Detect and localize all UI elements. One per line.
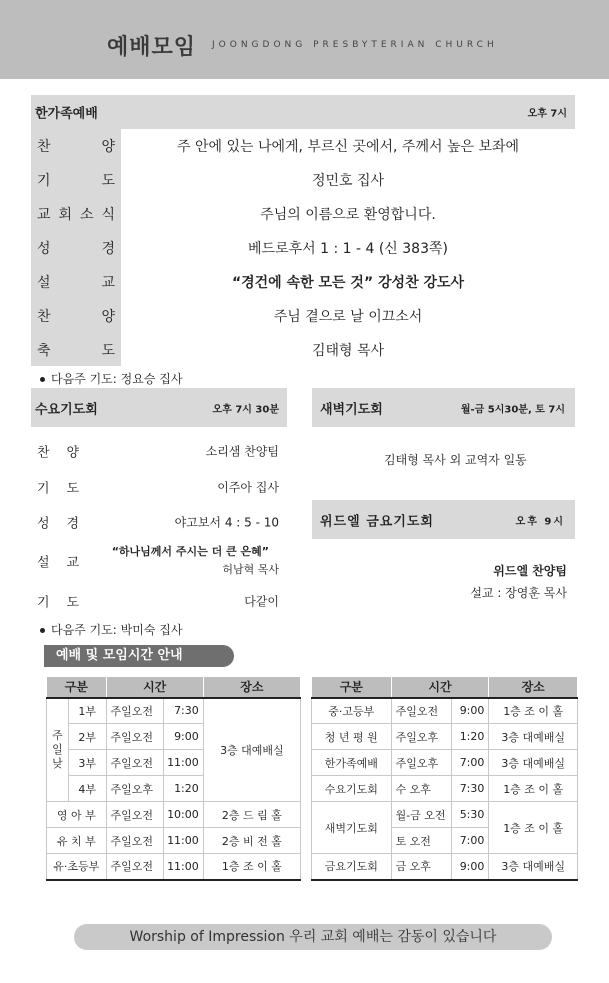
dawn-time: 월-금 5시30분, 토 7시 (460, 404, 565, 415)
schedule-table-left (46, 676, 301, 881)
order-row (31, 197, 575, 231)
order-row (31, 163, 575, 197)
header-church-name: JOONGDONG PRESBYTERIAN CHURCH (212, 40, 498, 50)
order-value: 주 안에 있는 나에게, 부르신 곳에서, 주께서 높은 보좌에 (176, 139, 520, 155)
withel-time: 오후 9시 (515, 516, 565, 527)
dawn-description: 김태형 목사 외 교역자 일동 (384, 453, 527, 467)
table-row: 토 오전 7:00 (312, 828, 578, 854)
order-row (31, 129, 575, 163)
table-row: 3부 주일오전 11:00 (47, 750, 301, 776)
wednesday-row: 기 도 다같이 (37, 594, 279, 611)
table-row: 유 치 부 주일오전 11:00 2층 비 전 홀 (47, 828, 301, 854)
sermon-title: “경건에 속한 모든 것” 강성찬 강도사 (231, 275, 465, 291)
header-title: 예배모임 (107, 35, 197, 60)
table-header-row: 구분 시간 장소 (312, 677, 578, 698)
main-service-time: 오후 7시 (527, 108, 567, 120)
table-row: 주일낮 1부 주일오전 7:30 3층 대예배실 (47, 698, 301, 724)
schedule-heading: 예배 및 모임시간 안내 (44, 645, 234, 667)
table-row: 4부 주일오후 1:20 (47, 776, 301, 802)
table-row: 금요기도회 금 오후 9:00 3층 대예배실 (312, 854, 578, 880)
order-row (31, 231, 575, 265)
main-next-prayer: 다음주 기도: 정요승 집사 (40, 370, 182, 387)
bullet-icon (40, 377, 45, 382)
order-label: 찬 양 (37, 139, 115, 155)
wednesday-sermon-title: “하나님께서 주시는 더 큰 은혜” (111, 545, 269, 558)
order-value: 김태형 목사 (311, 343, 385, 359)
table-row: 한가족예배 주일오후 7:00 3층 대예배실 (312, 750, 578, 776)
dawn-title: 새벽기도회 (320, 402, 383, 417)
footer-banner: Worship of Impression 우리 교회 예배는 감동이 있습니다 (74, 924, 552, 950)
table-row: 영 아 부 주일오전 10:00 2층 드 림 홀 (47, 802, 301, 828)
withel-title: 위드엘 금요기도회 (320, 514, 434, 529)
order-row (31, 265, 575, 299)
table-row: 2부 주일오전 9:00 (47, 724, 301, 750)
order-value: 베드로후서 1 : 1 - 4 (신 383쪽) (248, 241, 448, 257)
withel-title-bar (312, 500, 575, 539)
order-value: 주님의 이름으로 환영합니다. (260, 207, 436, 223)
table-row: 수요기도회 수 오후 7:30 1층 조 이 홀 (312, 776, 578, 802)
wednesday-row: 찬 양 소리샘 찬양팀 (37, 444, 279, 461)
wednesday-time: 오후 7시 30분 (212, 404, 279, 415)
order-label: 기 도 (37, 173, 115, 189)
bullet-icon (40, 628, 45, 633)
table-row: 중·고등부 주일오전 9:00 1층 조 이 홀 (312, 698, 578, 724)
wednesday-title: 수요기도회 (35, 402, 98, 417)
sunday-label: 주일낮 (47, 698, 69, 802)
table-row: 청 년 평 원 주일오후 1:20 3층 대예배실 (312, 724, 578, 750)
order-value: 주님 곁으로 날 이끄소서 (273, 309, 423, 325)
table-row: 유·초등부 주일오전 11:00 1층 조 이 홀 (47, 854, 301, 880)
main-service-title-bar (31, 95, 575, 129)
order-label: 찬 양 (37, 309, 115, 325)
order-label: 성 경 (37, 241, 115, 257)
order-row (31, 299, 575, 333)
dawn-title-bar (312, 388, 575, 427)
wednesday-next-prayer: 다음주 기도: 박미숙 집사 (40, 621, 182, 638)
wednesday-row: 설 교 “하나님께서 주시는 더 큰 은혜” 허남혁 목사 (31, 539, 287, 583)
order-label: 축 도 (37, 343, 115, 359)
sunday-place: 3층 대예배실 (203, 698, 300, 802)
order-row (31, 333, 575, 367)
wednesday-row: 성 경 야고보서 4 : 5 - 10 (37, 515, 279, 532)
order-label: 설 교 (37, 275, 115, 291)
withel-preacher: 설교 : 장영훈 목사 (470, 586, 567, 600)
page-header (0, 0, 609, 79)
order-label: 교 회 소 식 (37, 207, 115, 223)
wednesday-row: 기 도 이주아 집사 (37, 480, 279, 497)
withel-team: 위드엘 찬양팀 (493, 564, 567, 578)
schedule-table-right (311, 676, 578, 881)
main-service-title: 한가족예배 (35, 106, 98, 122)
wednesday-title-bar (31, 388, 287, 427)
table-row: 새벽기도회 월-금 오전 5:30 1층 조 이 홀 (312, 802, 578, 828)
wednesday-preacher: 허남혁 목사 (222, 563, 279, 576)
order-value: 정민호 집사 (311, 173, 385, 189)
table-header-row: 구분 시간 장소 (47, 677, 301, 698)
